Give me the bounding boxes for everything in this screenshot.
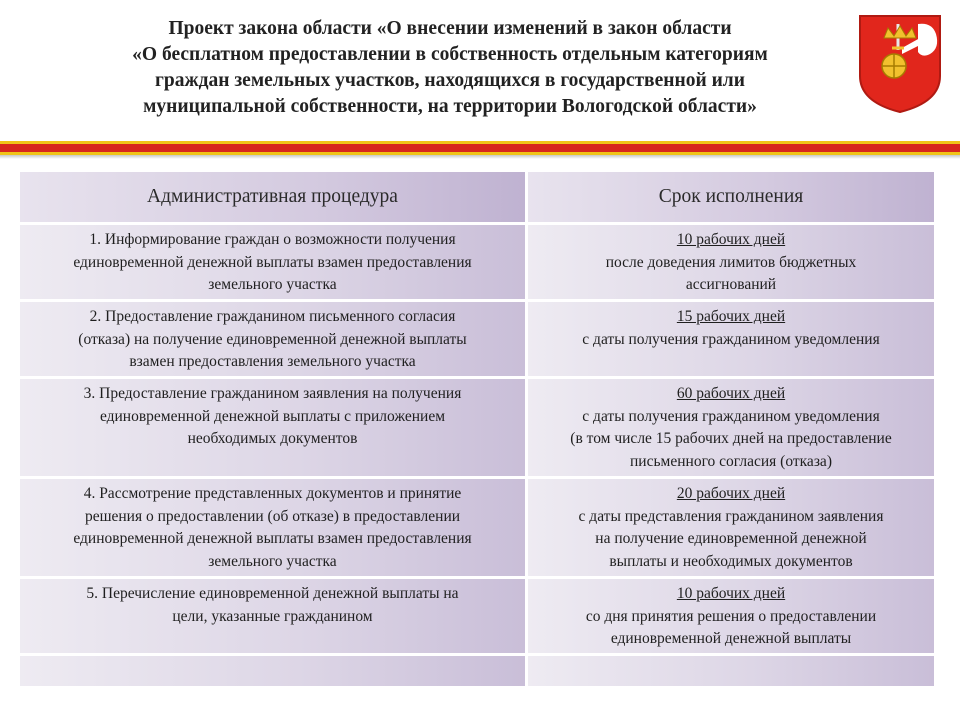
- table-row: [20, 225, 934, 299]
- procedure-line: необходимых документов: [187, 430, 358, 447]
- term-cell: [528, 225, 934, 299]
- title-line: граждан земельных участков, находящихся в государственной или: [155, 70, 745, 91]
- term-detail-line: (в том числе 15 рабочих дней на предоставление: [570, 430, 892, 447]
- table-row-empty: [20, 656, 934, 686]
- procedure-line: 4. Рассмотрение представленных документов и принятие: [83, 485, 462, 502]
- procedure-cell: [20, 225, 525, 299]
- title-line: Проект закона области «О внесении изменений в закон области: [168, 18, 732, 39]
- term-duration: 60 рабочих дней: [676, 385, 786, 402]
- table-row: [20, 302, 934, 376]
- term-detail-line: письменного согласия (отказа): [630, 452, 832, 470]
- procedure-line: 2. Предоставление гражданином письменного согласия: [89, 308, 456, 325]
- table-header-row: [20, 172, 934, 222]
- term-duration: 10 рабочих дней: [676, 585, 786, 602]
- title-line: «О бесплатном предоставлении в собственность отдельным категориям: [132, 44, 768, 65]
- term-cell: [528, 302, 934, 376]
- procedure-line: 5. Перечисление единовременной денежной выплаты на: [86, 585, 459, 602]
- procedure-table: [20, 172, 934, 689]
- procedure-line: земельного участка: [208, 276, 337, 293]
- procedure-line: решения о предоставлении (об отказе) в предоставлении: [84, 507, 461, 525]
- procedure-cell: [20, 379, 525, 476]
- term-detail-line: на получение единовременной денежной: [595, 530, 867, 547]
- header-divider-stripe: [0, 141, 960, 155]
- empty-cell: [528, 656, 934, 686]
- empty-cell: [20, 656, 525, 686]
- vologda-coat-of-arms-icon: [858, 14, 942, 114]
- title-line: муниципальной собственности, на территории Вологодской области»: [143, 96, 757, 117]
- term-detail-line: ассигнований: [685, 276, 777, 293]
- term-duration: 15 рабочих дней: [676, 308, 786, 325]
- procedure-line: единовременной денежной выплаты с приложением: [99, 407, 446, 425]
- term-duration: 10 рабочих дней: [676, 231, 786, 248]
- term-cell: [528, 479, 934, 576]
- procedure-line: единовременной денежной выплаты взамен предоставления: [73, 530, 472, 547]
- table-row: [20, 379, 934, 476]
- procedure-line: 3. Предоставление гражданином заявления на получения: [83, 385, 462, 402]
- table-row: [20, 479, 934, 576]
- term-detail-line: с даты представления гражданином заявления: [578, 507, 884, 525]
- divider-shadow: [0, 155, 960, 159]
- procedure-line: цели, указанные гражданином: [172, 607, 373, 625]
- procedure-line: земельного участка: [208, 552, 337, 570]
- document-title: [70, 16, 830, 120]
- procedure-line: (отказа) на получение единовременной денежной выплаты: [78, 330, 467, 348]
- term-detail-line: с даты получения гражданином уведомления: [582, 330, 880, 348]
- procedure-cell: [20, 579, 525, 653]
- term-detail-line: выплаты и необходимых документов: [609, 552, 853, 570]
- procedure-cell: [20, 302, 525, 376]
- table-row: [20, 579, 934, 653]
- procedure-cell: [20, 479, 525, 576]
- procedure-line: 1. Информирование граждан о возможности получения: [89, 231, 456, 248]
- term-detail-line: с даты получения гражданином уведомления: [582, 407, 880, 425]
- term-detail-line: после доведения лимитов бюджетных: [605, 253, 857, 271]
- term-detail-line: со дня принятия решения о предоставлении: [585, 607, 877, 625]
- column-header-term: Срок исполнения: [528, 172, 934, 222]
- column-header-procedure: Административная процедура: [20, 172, 525, 222]
- term-detail-line: единовременной денежной выплаты: [610, 630, 852, 647]
- term-duration: 20 рабочих дней: [676, 485, 786, 502]
- term-cell: [528, 579, 934, 653]
- procedure-line: единовременной денежной выплаты взамен предоставления: [73, 253, 472, 271]
- procedure-line: взамен предоставления земельного участка: [129, 353, 416, 370]
- term-cell: [528, 379, 934, 476]
